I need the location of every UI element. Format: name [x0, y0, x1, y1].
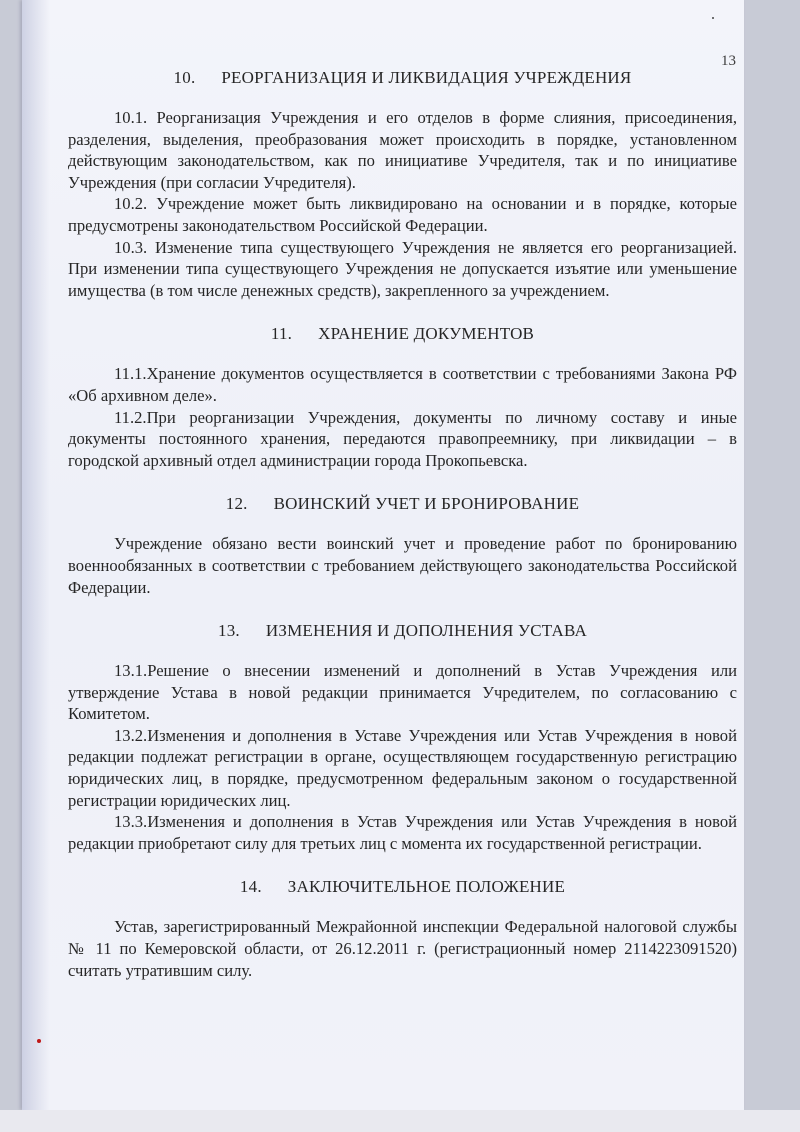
paragraph-12: Учреждение обязано вести воинский учет и проведение работ по бронированию военнообязанных в соответствии с требованием действующего законодательства Российской Федерации. — [68, 534, 737, 597]
paragraph-10-3: 10.3. Изменение типа существующего Учреждения не является его реорганизацией. При изменении типа существующего Учреждения не допускается изъятие или уменьшение имущества (в том числе денежных средств), закрепленного за учреждением. — [68, 237, 737, 300]
scan-bottom-margin — [0, 1110, 800, 1132]
page-number: 13 — [721, 53, 736, 69]
section-heading-13 — [68, 620, 737, 642]
section-number: 12. — [225, 494, 248, 514]
section-heading-10 — [68, 67, 737, 89]
section-title: ИЗМЕНЕНИЯ И ДОПОЛНЕНИЯ УСТАВА — [265, 621, 587, 641]
scan-speck — [712, 17, 714, 19]
red-ink-mark — [37, 1039, 41, 1043]
section-heading-14 — [68, 876, 737, 898]
document-body — [68, 67, 737, 981]
section-title: ВОИНСКИЙ УЧЕТ И БРОНИРОВАНИЕ — [273, 494, 580, 514]
section-number: 11. — [270, 324, 293, 344]
paragraph-14: Устав, зарегистрированный Межрайонной инспекции Федеральной налоговой службы № 11 по Кемеровской области, от 26.12.2011 г. (регистрационный номер 2114223091520) считать утратившим силу. — [68, 917, 737, 980]
section-title: ЗАКЛЮЧИТЕЛЬНОЕ ПОЛОЖЕНИЕ — [287, 877, 566, 897]
section-title: ХРАНЕНИЕ ДОКУМЕНТОВ — [318, 324, 535, 344]
paragraph-10-1: 10.1. Реорганизация Учреждения и его отделов в форме слияния, присоединения, разделения, выделения, преобразования может происходить в порядке, установленном действующим законодательством, как по инициативе Учредителя, так и по инициативе Учреждения (при согласии Учредителя). — [68, 108, 737, 192]
section-heading-11 — [68, 323, 737, 345]
paragraph-11-1: 11.1.Хранение документов осуществляется в соответствии с требованиями Закона РФ «Об архивном деле». — [68, 364, 737, 405]
section-number: 13. — [218, 621, 240, 641]
section-title: РЕОРГАНИЗАЦИЯ И ЛИКВИДАЦИЯ УЧРЕЖДЕНИЯ — [221, 68, 632, 87]
paragraph-10-2: 10.2. Учреждение может быть ликвидировано на основании и в порядке, которые предусмотрены законодательством Российской Федерации. — [68, 194, 737, 235]
paragraph-13-2: 13.2.Изменения и дополнения в Уставе Учреждения или Устав Учреждения в новой редакции подлежат регистрации в органе, осуществляющем государственную регистрацию юридических лиц, в порядке, предусмотренном федеральным законом о государственной регистрации юридических лиц. — [68, 725, 737, 810]
paragraph-13-3: 13.3.Изменения и дополнения в Устав Учреждения или Устав Учреждения в новой редакции приобретают силу для третьих лиц с момента их государственной регистрации. — [68, 812, 737, 853]
section-number: 10. — [173, 68, 196, 87]
paragraph-13-1: 13.1.Решение о внесении изменений и дополнений в Устав Учреждения или утверждение Устава в новой редакции принимается Учредителем, по согласованию с Комитетом. — [68, 661, 737, 724]
page-spine-shadow — [22, 0, 50, 1110]
paragraph-11-2: 11.2.При реорганизации Учреждения, документы по личному составу и иные документы постоянного хранения, передаются правопреемнику, при ликвидации – в городской архивный отдел администрации города Прокопьевска. — [68, 407, 737, 470]
section-number: 14. — [239, 877, 262, 897]
section-heading-12 — [68, 493, 737, 515]
